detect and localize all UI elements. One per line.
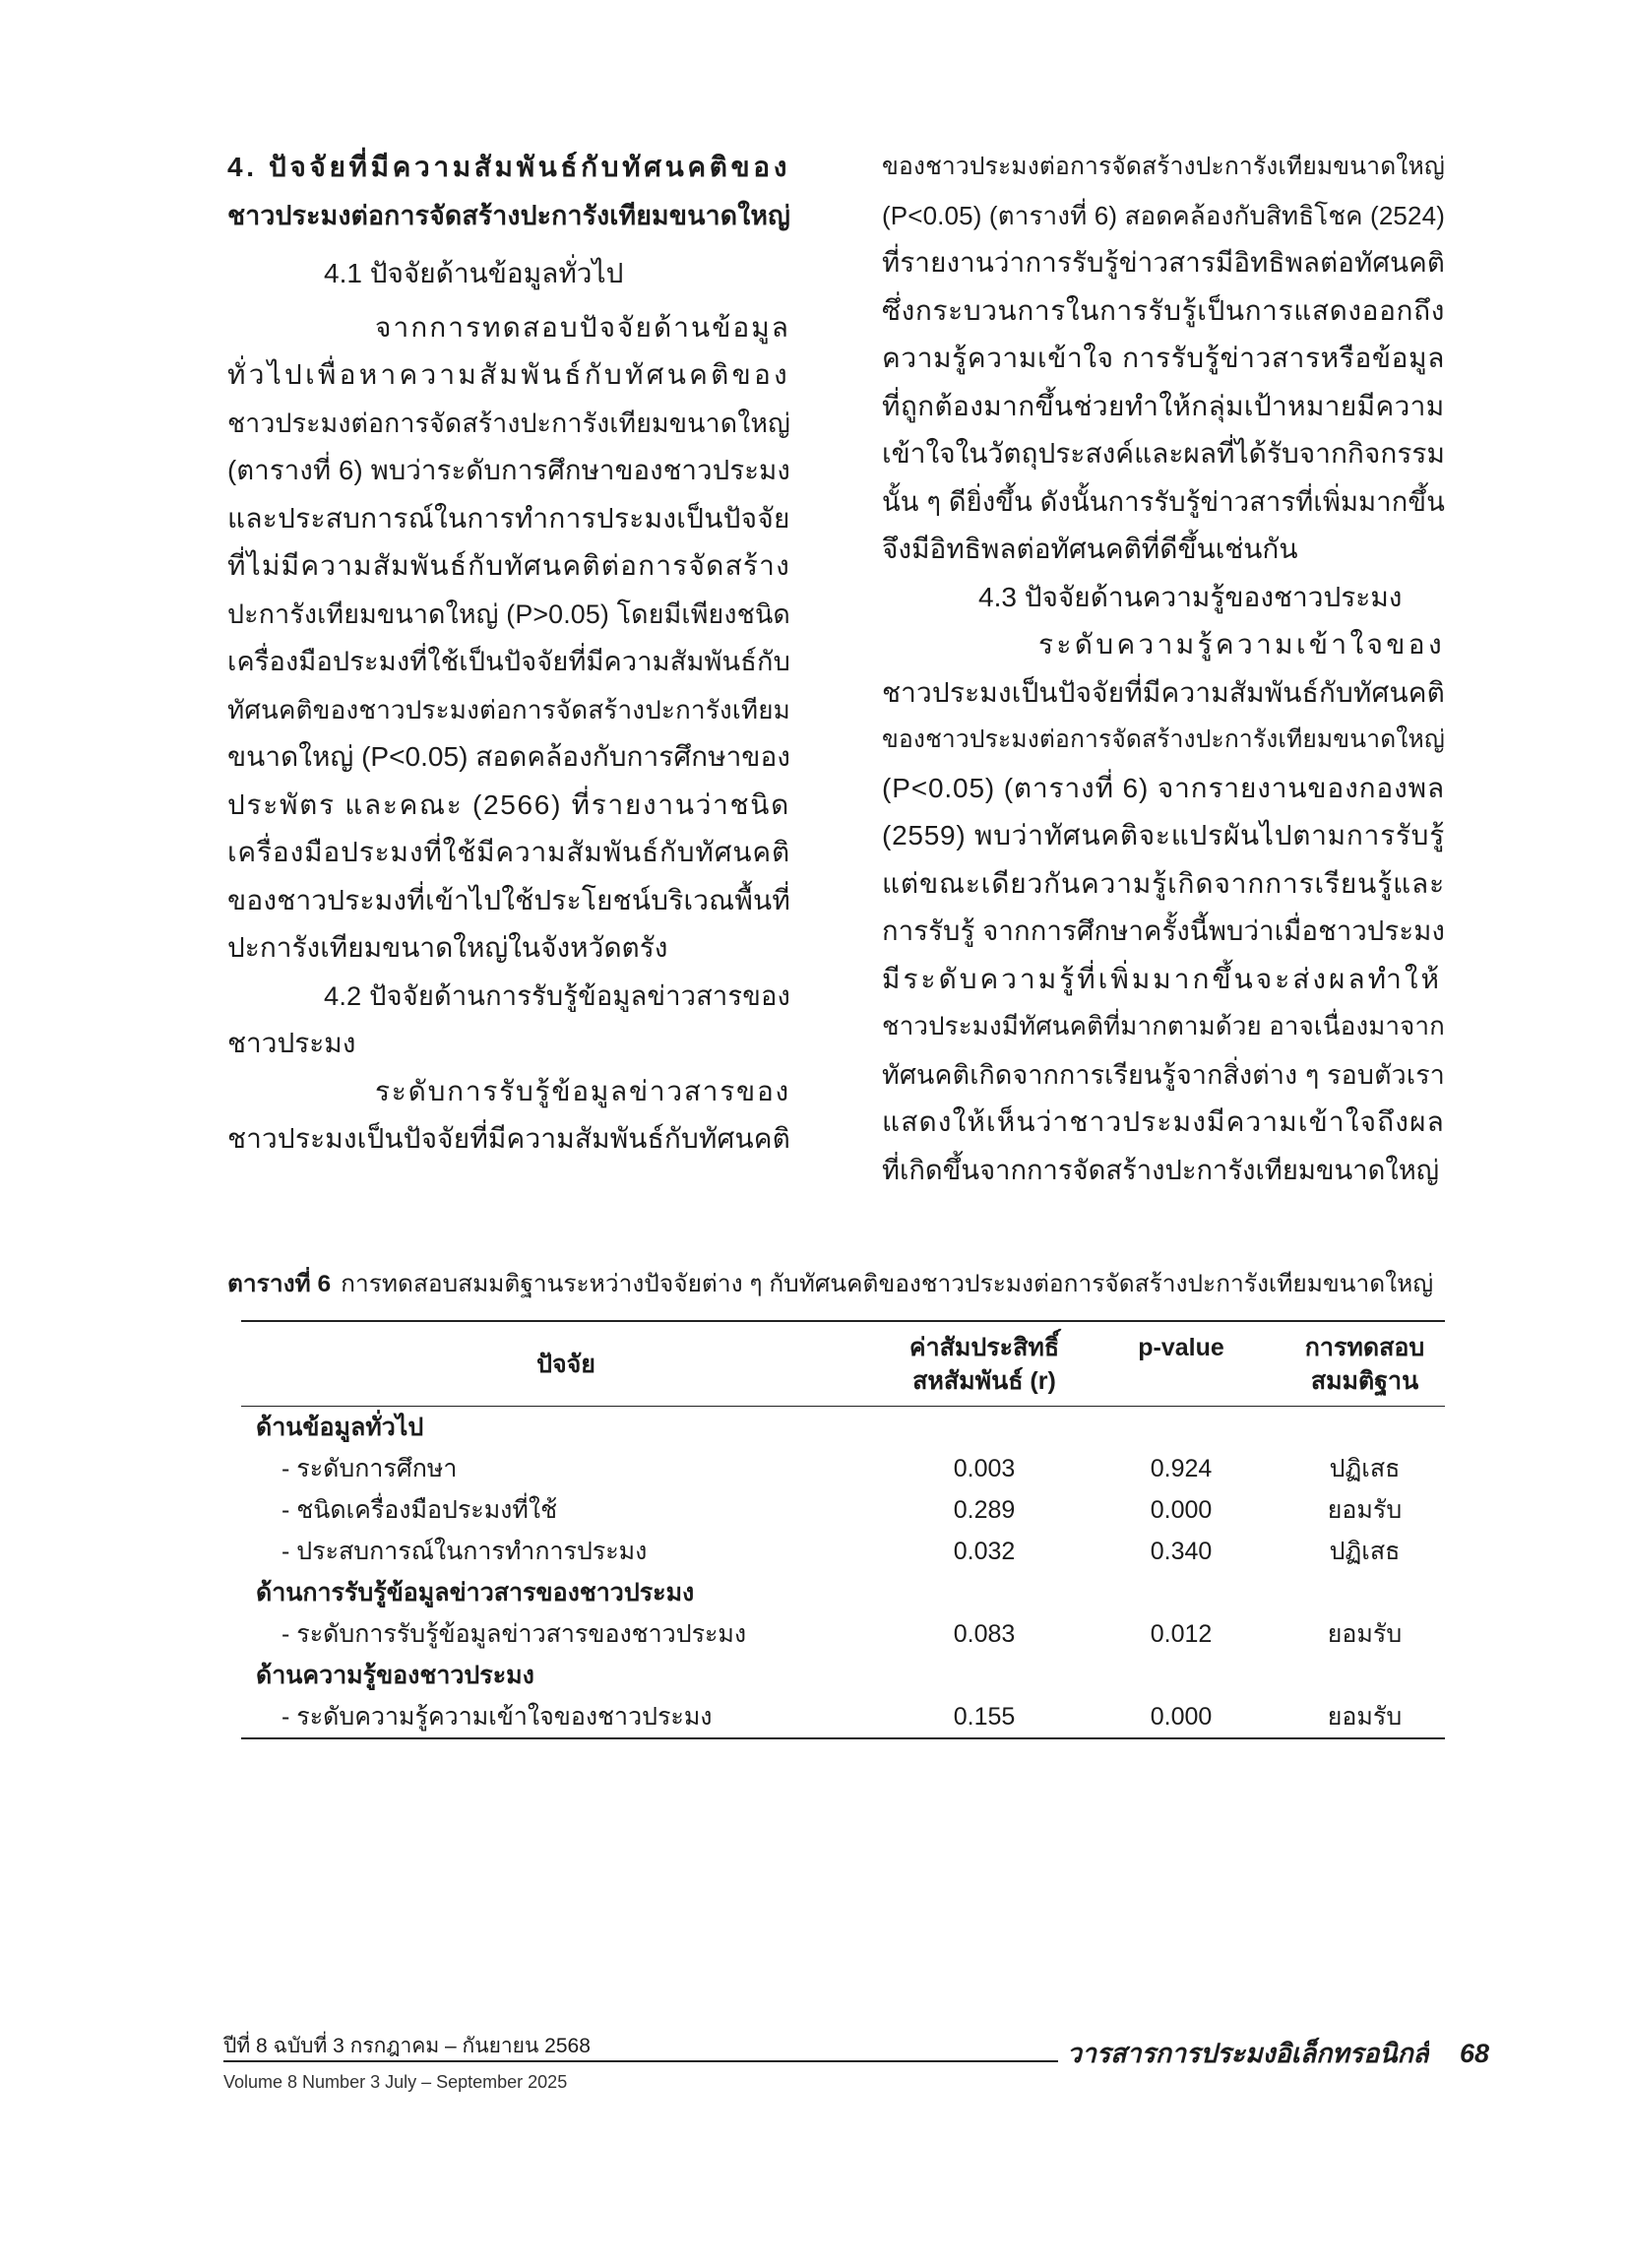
paragraph-line: เครื่องมือประมงที่ใช้เป็นปัจจัยที่มีความสัมพันธ์กับ <box>227 646 790 676</box>
table-header-row <box>241 1321 1445 1407</box>
subsection-heading: 4.2 ปัจจัยด้านการรับรู้ข้อมูลข่าวสารของ <box>324 979 790 1011</box>
hypothesis-result-cell: ยอมรับ <box>1327 1496 1403 1524</box>
hypothesis-test-table <box>241 1320 1445 1739</box>
paragraph-line: ชาวประมงเป็นปัจจัยที่มีความสัมพันธ์กับทัศนคติ <box>227 1123 790 1154</box>
paragraph-line: ชาวประมงต่อการจัดสร้างปะการังเทียมขนาดใหญ่ <box>227 408 790 438</box>
header-hypothesis-line: การทดสอบ <box>1304 1333 1425 1361</box>
table-group-row <box>241 1407 1445 1449</box>
paragraph-line: ชาวประมงเป็นปัจจัยที่มีความสัมพันธ์กับทัศนคติ <box>882 676 1445 708</box>
paragraph-line: ของชาวประมงต่อการจัดสร้างปะการังเทียมขนาดใหญ่ <box>882 726 1445 753</box>
paragraph-line: และประสบการณ์ในการทำการประมงเป็นปัจจัย <box>227 502 790 534</box>
group-title: ด้านความรู้ของชาวประมง <box>256 1662 534 1689</box>
table-row <box>241 1531 1445 1572</box>
paragraph-line: (2559) พบว่าทัศนคติจะแปรผันไปตามการรับรู้ <box>882 820 1445 850</box>
paragraph-line: (P<0.05) (ตารางที่ 6) จากรายงานของกองพล <box>882 772 1445 803</box>
paragraph-line: ของชาวประมงที่เข้าไปใช้ประโยชน์บริเวณพื้นที่ <box>227 884 790 915</box>
subsection-heading: ชาวประมง <box>227 1028 356 1058</box>
factor-cell: - ระดับการศึกษา <box>282 1455 458 1482</box>
paragraph-line: ชาวประมงมีทัศนคติที่มากตามด้วย อาจเนื่องมาจาก <box>882 1013 1445 1040</box>
factor-cell: - ชนิดเครื่องมือประมงที่ใช้ <box>282 1496 558 1524</box>
header-p-value <box>1078 1321 1284 1407</box>
subsection-heading: 4.3 ปัจจัยด้านความรู้ของชาวประมง <box>978 581 1403 612</box>
issue-info-english: Volume 8 Number 3 July – September 2025 <box>223 2072 568 2092</box>
r-value-cell: 0.289 <box>953 1496 1016 1524</box>
group-title: ด้านการรับรู้ข้อมูลข่าวสารของชาวประมง <box>256 1579 695 1606</box>
paragraph-line: ทัศนคติเกิดจากการเรียนรู้จากสิ่งต่าง ๆ รอบตัวเรา <box>882 1059 1445 1090</box>
r-value-cell: 0.155 <box>891 1696 1078 1738</box>
paragraph-line: ของชาวประมงต่อการจัดสร้างปะการังเทียมขนาดใหญ่ <box>882 154 1445 180</box>
page-number: 68 <box>1459 2039 1490 2068</box>
paragraph-line: การรับรู้ จากการศึกษาครั้งนี้พบว่าเมื่อชาวประมง <box>882 915 1445 946</box>
header-factor: ปัจจัย <box>241 1321 891 1407</box>
hypothesis-result-cell: ยอมรับ <box>1327 1620 1403 1648</box>
footer-rule <box>223 2060 1058 2062</box>
hypothesis-result-cell: ปฏิเสธ <box>1329 1455 1401 1482</box>
paragraph-line: ปะการังเทียมขนาดใหญ่ในจังหวัดตรัง <box>227 932 668 963</box>
paragraph-line: เครื่องมือประมงที่ใช้มีความสัมพันธ์กับทัศนคติ <box>227 837 790 867</box>
factor-cell: - ระดับการรับรู้ข้อมูลข่าวสารของชาวประมง <box>282 1620 747 1648</box>
hypothesis-result-cell: ยอมรับ <box>1284 1696 1445 1738</box>
r-value-cell: 0.083 <box>953 1620 1016 1648</box>
p-value-cell: 0.924 <box>1150 1455 1213 1482</box>
paragraph-line: จึงมีอิทธิพลต่อทัศนคติที่ดีขึ้นเช่นกัน <box>882 534 1298 564</box>
subsection-heading: 4.1 ปัจจัยด้านข้อมูลทั่วไป <box>324 258 624 288</box>
paragraph-line: ระดับการรับรู้ข้อมูลข่าวสารของ <box>375 1075 790 1106</box>
paragraph-line: ที่รายงานว่าการรับรู้ข่าวสารมีอิทธิพลต่อทัศนคติ <box>882 247 1445 278</box>
p-value-cell: 0.000 <box>1150 1496 1213 1524</box>
paragraph-line: ที่เกิดขึ้นจากการจัดสร้างปะการังเทียมขนาดใหญ่ <box>882 1154 1440 1185</box>
right-column <box>882 144 1445 1194</box>
header-hypothesis-line: สมมติฐาน <box>1310 1366 1419 1395</box>
header-correlation-line: ค่าสัมประสิทธิ์ <box>908 1333 1060 1361</box>
paragraph-line: ทัศนคติของชาวประมงต่อการจัดสร้างปะการังเทียม <box>227 694 790 724</box>
table-body <box>241 1407 1445 1739</box>
left-column <box>227 144 790 1164</box>
paragraph-line: แต่ขณะเดียวกันความรู้เกิดจากการเรียนรู้และ <box>882 867 1445 899</box>
paragraph-line: ขนาดใหญ่ (P<0.05) สอดคล้องกับการศึกษาของ <box>227 741 790 772</box>
paragraph-line: (ตารางที่ 6) พบว่าระดับการศึกษาของชาวประมง <box>227 455 790 485</box>
paragraph-line: ที่ถูกต้องมากขึ้นช่วยทำให้กลุ่มเป้าหมายมีความ <box>882 390 1445 421</box>
paragraph-line: ระดับความรู้ความเข้าใจของ <box>1038 629 1445 660</box>
paragraph-line: จากการทดสอบปัจจัยด้านข้อมูล <box>375 311 790 343</box>
issue-info-thai: ปีที่ 8 ฉบับที่ 3 กรกฎาคม – กันยายน 2568 <box>223 2035 591 2057</box>
table-group-row <box>241 1655 1445 1696</box>
paragraph-line: มีระดับความรู้ที่เพิ่มมากขึ้นจะส่งผลทำให้ <box>882 963 1442 994</box>
table-row <box>241 1696 1445 1738</box>
header-correlation <box>891 1321 1078 1407</box>
r-value-cell: 0.032 <box>953 1538 1016 1565</box>
table-group-row <box>241 1572 1445 1613</box>
paragraph-line: (P<0.05) (ตารางที่ 6) สอดคล้องกับสิทธิโชค (2524) <box>882 200 1445 230</box>
paragraph-line: แสดงให้เห็นว่าชาวประมงมีความเข้าใจถึงผล <box>882 1106 1445 1137</box>
p-value-cell: 0.340 <box>1150 1538 1213 1565</box>
p-value-cell: 0.012 <box>1150 1620 1213 1648</box>
table-row <box>241 1613 1445 1655</box>
section-heading-line: 4. ปัจจัยที่มีความสัมพันธ์กับทัศนคติของ <box>227 152 790 182</box>
paragraph-line: ทั่วไปเพื่อหาความสัมพันธ์กับทัศนคติของ <box>227 359 790 390</box>
table-caption-text: การทดสอบสมมติฐานระหว่างปัจจัยต่าง ๆ กับทัศนคติของชาวประมงต่อการจัดสร้างปะการังเทียมขนาดใหญ่ <box>341 1271 1434 1297</box>
paragraph-line: นั้น ๆ ดียิ่งขึ้น ดังนั้นการรับรู้ข่าวสารที่เพิ่มมากขึ้น <box>882 485 1445 517</box>
table-header <box>241 1321 1445 1407</box>
paragraph-line: ซึ่งกระบวนการในการรับรู้เป็นการแสดงออกถึง <box>882 294 1445 326</box>
hypothesis-result-cell: ปฏิเสธ <box>1329 1538 1401 1565</box>
group-title: ด้านข้อมูลทั่วไป <box>256 1414 424 1441</box>
factor-cell: - ประสบการณ์ในการทำการประมง <box>282 1538 648 1565</box>
table-row <box>241 1489 1445 1531</box>
header-p-value-line: p-value <box>1138 1333 1224 1361</box>
r-value-cell: 0.003 <box>953 1455 1016 1482</box>
header-correlation-line: สหสัมพันธ์ (r) <box>912 1366 1056 1395</box>
paragraph-line: ความรู้ความเข้าใจ การรับรู้ข่าวสารหรือข้อมูล <box>882 343 1445 373</box>
paragraph-line: ปะการังเทียมขนาดใหญ่ (P>0.05) โดยมีเพียงชนิด <box>227 598 790 629</box>
header-spacer <box>1078 1364 1284 1398</box>
table-caption-label: ตารางที่ 6 <box>227 1271 332 1297</box>
paragraph-line: ที่ไม่มีความสัมพันธ์กับทัศนคติต่อการจัดสร้าง <box>227 550 790 581</box>
factor-cell: - ระดับความรู้ความเข้าใจของชาวประมง <box>241 1696 891 1738</box>
table-caption <box>227 1267 1445 1302</box>
section-heading-line: ชาวประมงต่อการจัดสร้างปะการังเทียมขนาดใหญ่ <box>227 200 790 230</box>
header-hypothesis-test <box>1284 1321 1445 1407</box>
p-value-cell: 0.000 <box>1078 1696 1284 1738</box>
journal-name: วารสารการประมงอิเล็กทรอนิกส์ <box>1066 2039 1429 2068</box>
paragraph-line: ประพัตร และคณะ (2566) ที่รายงานว่าชนิด <box>227 788 790 820</box>
table-row <box>241 1448 1445 1489</box>
paragraph-line: เข้าใจในวัตถุประสงค์และผลที่ได้รับจากกิจกรรม <box>882 438 1445 469</box>
